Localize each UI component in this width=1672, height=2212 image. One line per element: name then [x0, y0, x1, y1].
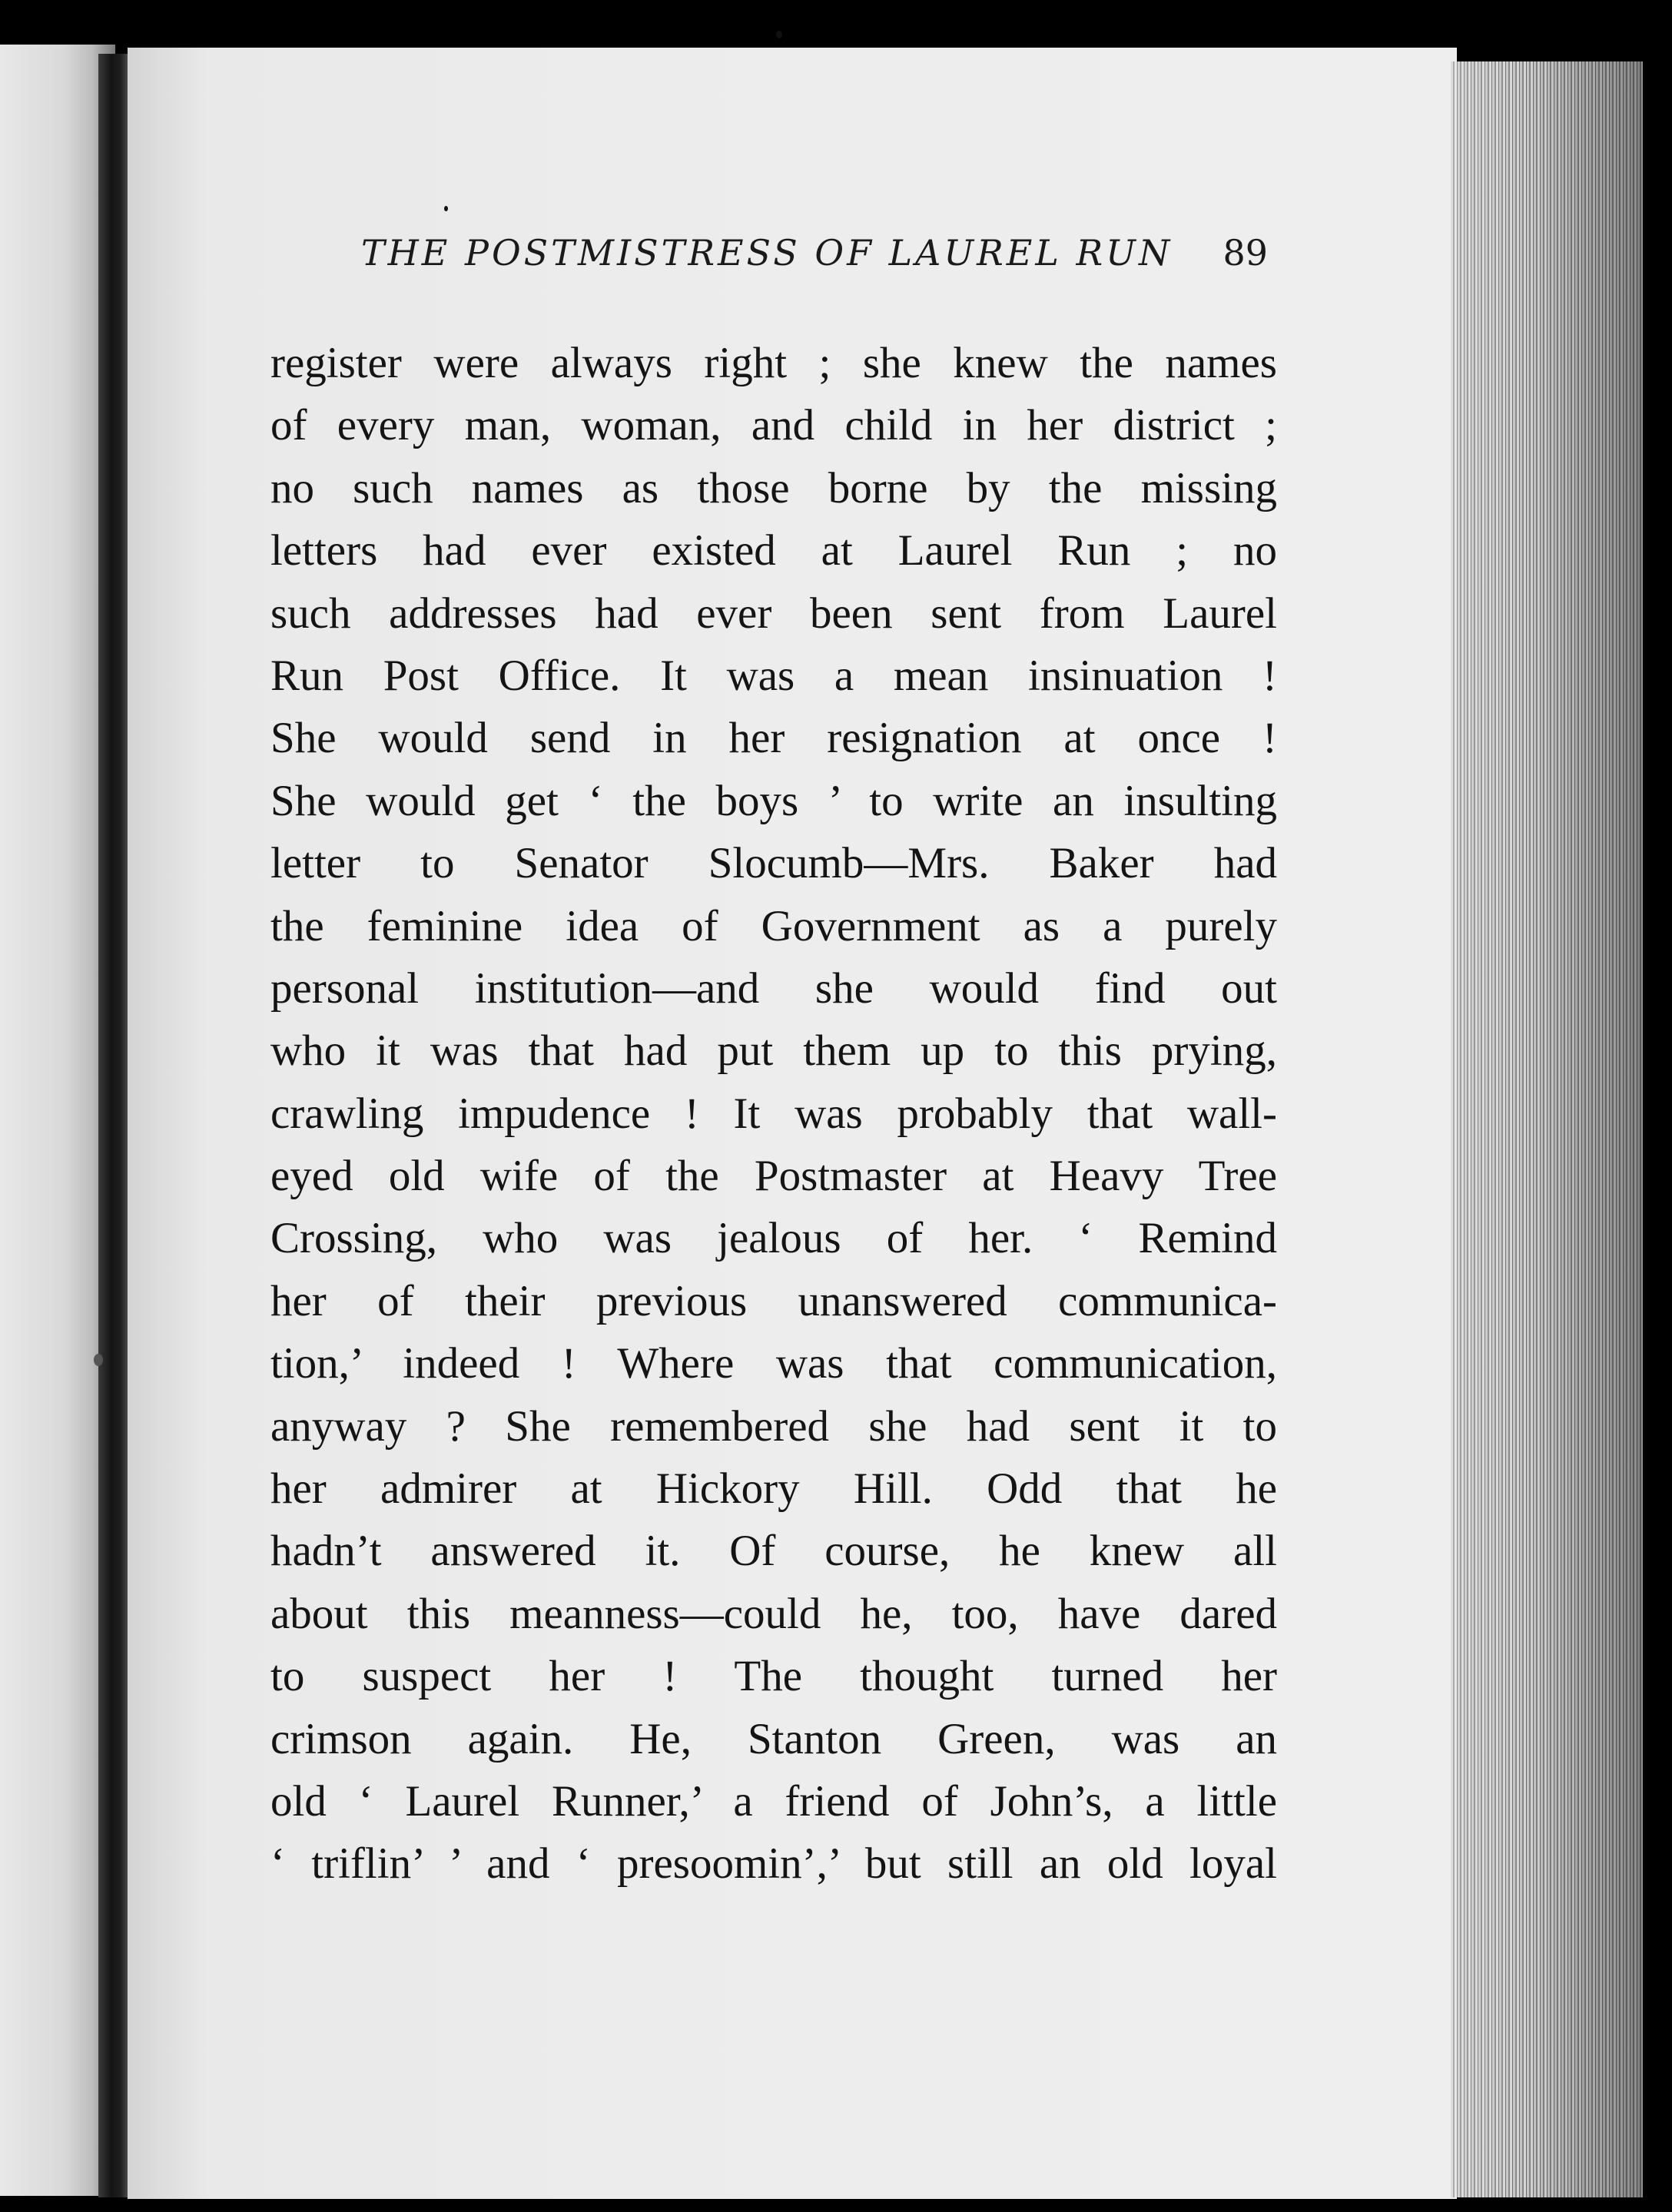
- text-line: Run Post Office. It was a mean insinuation !: [270, 651, 1277, 700]
- page-stack-shade: [1451, 61, 1643, 2197]
- book-gutter: [98, 54, 131, 2197]
- text-line: her admirer at Hickory Hill. Odd that he: [270, 1464, 1277, 1514]
- text-line: letter to Senator Slocumb—Mrs. Baker had: [270, 839, 1277, 888]
- text-line: no such names as those borne by the missing: [270, 463, 1277, 512]
- text-line: her of their previous unanswered communica-: [270, 1276, 1277, 1325]
- scan-speck: [444, 206, 448, 211]
- text-line: crimson again. He, Stanton Green, was an: [270, 1714, 1277, 1763]
- text-line: of every man, woman, and child in her district ;: [270, 401, 1277, 450]
- text-line: the feminine idea of Government as a purely: [270, 901, 1277, 950]
- body-text: [270, 332, 1277, 1895]
- page-number: 89: [1222, 232, 1268, 274]
- text-line: to suspect her ! The thought turned her: [270, 1652, 1277, 1701]
- text-line: Crossing, who was jealous of her. ‘ Remind: [270, 1214, 1277, 1263]
- text-line: She would send in her resignation at once !: [270, 714, 1277, 763]
- text-line: tion,’ indeed ! Where was that communication,: [270, 1339, 1277, 1388]
- text-line: She would get ‘ the boys ’ to write an insulting: [270, 776, 1277, 825]
- text-line: old ‘ Laurel Runner,’ a friend of John’s, a little: [270, 1776, 1277, 1826]
- text-line: about this meanness—could he, too, have dared: [270, 1589, 1277, 1638]
- text-line: crawling impudence ! It was probably that wall-: [270, 1089, 1277, 1138]
- running-title: THE POSTMISTRESS OF LAUREL RUN: [361, 232, 1173, 274]
- scan-speck: [94, 1354, 103, 1366]
- text-line: who it was that had put them up to this prying,: [270, 1026, 1277, 1076]
- text-line: register were always right ; she knew the names: [270, 339, 1277, 387]
- text-line: such addresses had ever been sent from Laurel: [270, 589, 1277, 638]
- text-line: hadn’t answered it. Of course, he knew all: [270, 1527, 1277, 1576]
- text-line: eyed old wife of the Postmaster at Heavy Tree: [270, 1152, 1277, 1201]
- running-header: [361, 232, 1268, 286]
- text-line: letters had ever existed at Laurel Run ; no: [270, 526, 1277, 575]
- text-line: personal institution—and she would find out: [270, 963, 1277, 1013]
- text-line: anyway ? She remembered she had sent it to: [270, 1401, 1277, 1451]
- scan-speck: [776, 31, 782, 38]
- text-line: ‘ triflin’ ’ and ‘ presoomin’,’ but still an old loyal: [270, 1839, 1277, 1889]
